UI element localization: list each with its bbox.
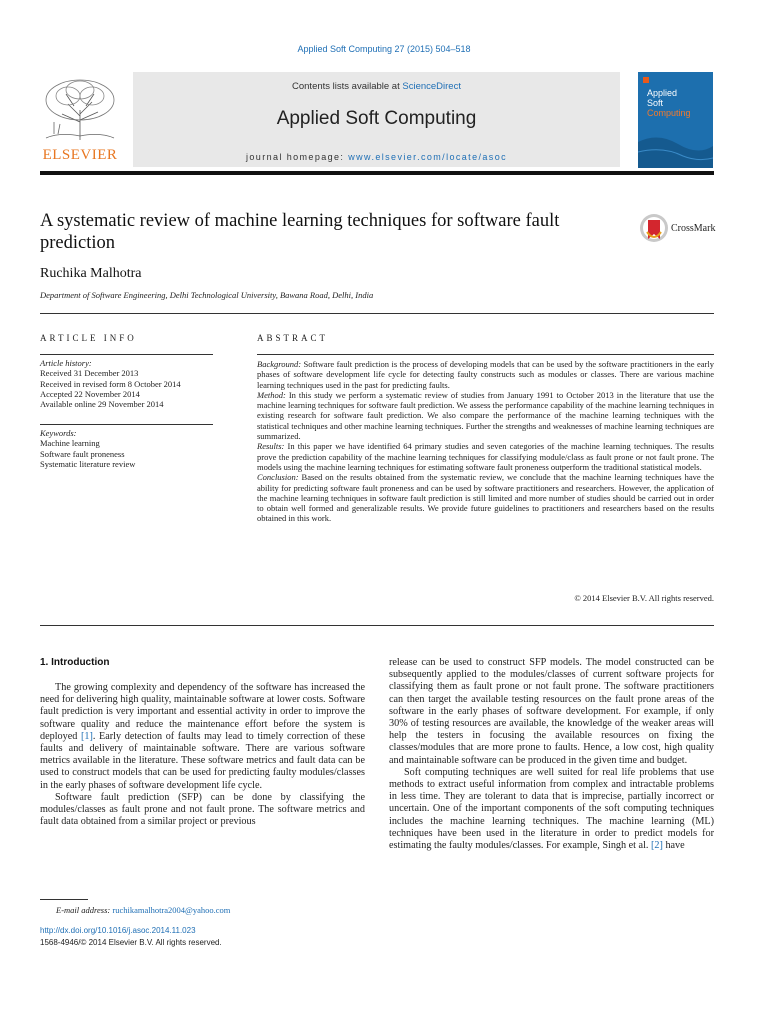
cover-line: Computing <box>647 108 691 118</box>
journal-name: Applied Soft Computing <box>276 108 477 129</box>
history-label: Article history: <box>40 358 92 368</box>
article-info-divider <box>40 354 213 355</box>
section-divider <box>40 313 714 314</box>
homepage-prefix: journal homepage: <box>245 152 349 162</box>
paragraph-text: . Early detection of faults may lead to timely correction of these faults and delivery of maintainable software. There are various software metrics available in the literature. These software metrics and fault data can be used to construct models that can be used for predicting faulty modules/classes in the early phases of software development life cycle. <box>40 730 366 791</box>
history-item: Available online 29 November 2014 <box>40 399 164 410</box>
paragraph <box>389 767 714 852</box>
right-column <box>389 657 714 852</box>
email-link[interactable]: ruchikamalhotra2004@yahoo.com <box>112 905 231 915</box>
journal-banner <box>133 72 620 167</box>
cover-texture-icon <box>638 72 713 168</box>
cover-line: Soft <box>647 98 664 108</box>
tree-icon <box>40 76 120 142</box>
abstract-body <box>257 359 714 524</box>
crossmark-icon <box>639 212 669 244</box>
abstract-method-label: Method: <box>257 389 286 400</box>
contents-prefix: Contents lists available at <box>292 81 403 92</box>
homepage-line <box>133 152 620 162</box>
abstract-heading: ABSTRACT <box>257 333 329 343</box>
footnote-divider <box>40 899 88 900</box>
paragraph <box>40 682 365 792</box>
sciencedirect-link[interactable]: ScienceDirect <box>402 81 461 92</box>
issn-line: 1568-4946/© 2014 Elsevier B.V. All rights reserved. <box>40 938 222 947</box>
keywords-block <box>40 428 215 469</box>
history-item: Accepted 22 November 2014 <box>40 388 140 399</box>
homepage-link[interactable]: www.elsevier.com/locate/asoc <box>348 152 507 162</box>
header-divider <box>40 171 714 175</box>
citation-link[interactable]: [2] <box>651 840 663 852</box>
keywords-label: Keywords: <box>40 428 77 438</box>
article-title: A systematic review of machine learning techniques for software fault prediction <box>40 211 560 253</box>
cover-title <box>647 88 691 118</box>
left-column <box>40 682 365 828</box>
keyword-item: Systematic literature review <box>40 458 136 469</box>
body-divider <box>40 625 714 626</box>
paragraph: Software fault prediction (SFP) can be done by classifying the modules/classes as fault prone and not fault prone. The software metrics and fault data obtained from a similar project or previous <box>40 791 365 828</box>
crossmark-label: CrossMark <box>671 223 716 234</box>
abstract-divider <box>257 354 714 355</box>
elsevier-logo[interactable] <box>40 76 120 164</box>
abstract-conclusion: Based on the results obtained from the systematic review, we conclude that the machine learning techniques have the ability for predicting software fault proneness and can be used by software practitioners and researchers. However, the application of the machine learning techniques in software fault prediction is still limited and more number of studies should be carried out in order to obtain well formed and generalizable results. We provide future guidelines to practitioners and researchers based on the results obtained in this work. <box>257 472 714 524</box>
section-heading-introduction: 1. Introduction <box>40 657 110 668</box>
masthead <box>40 72 713 167</box>
cover-line: Applied <box>647 88 678 98</box>
paragraph: release can be used to construct SFP models. The model constructed can be subsequently applied to the modules/classes of current software projects for classifying them as fault prone or not fault prone. The software practitioners can then target the available testing resources on the fault prone areas of the software in the early phases of software development. For example, if only 30% of testing resources are available, the knowledge of the weaker areas will help the testers in focusing the available resources on fixing the classes/modules that are more prone to faults. Hence, a low cost, high quality and maintainable software can be produced in the given time and budget. <box>389 657 714 766</box>
author-affiliation: Department of Software Engineering, Delhi Technological University, Bawana Road, Delhi, India <box>40 290 374 300</box>
crossmark-badge[interactable] <box>639 212 719 244</box>
keywords-divider <box>40 424 213 425</box>
abstract-results: In this paper we have identified 64 primary studies and seven categories of the machine learning techniques. The results prove the prediction capability of the machine learning techniques for classifying module/class as fault prone or not fault prone. The models using the machine learning techniques for estimating software fault proneness outperform the traditional statistical models. <box>257 441 714 472</box>
history-item: Received 31 December 2013 <box>40 368 139 379</box>
paragraph-text: Soft computing techniques are well suited for real life problems that use methods to extract useful information from complex and intractable problems in less time. They are tolerant to data that is imprecise, partially incorrect or uncertain. One of the important components of the soft computing techniques includes the machine learning techniques. The machine learning (ML) techniques have been used in the literature in order to predict models for estimating the faulty modules/classes. For example, Singh et al. <box>389 766 714 852</box>
keyword-item: Machine learning <box>40 438 100 449</box>
abstract-method: In this study we perform a systematic review of studies from January 1991 to October 2013 in the literature that use the machine learning techniques for software fault prediction. We assess the performance capability of the machine learning techniques in existing research for software fault prediction. We also compare the performance of the machine learning techniques with the statistical techniques and other machine learning techniques. Further the strengths and weaknesses of machine learning techniques are summarized. <box>257 389 714 442</box>
abstract-results-label: Results: <box>257 441 285 452</box>
history-item: Received in revised form 8 October 2014 <box>40 378 181 389</box>
article-history <box>40 358 215 409</box>
abstract-background: Software fault prediction is the process of developing models that can be used by the software practitioners in the early phases of software development life cycle for detecting faulty constructs such as modules or classes. There are various machine learning techniques used in the past for predicting faults. <box>257 359 714 390</box>
journal-citation[interactable]: Applied Soft Computing 27 (2015) 504–518 <box>297 44 471 54</box>
article-info-heading: ARTICLE INFO <box>40 333 137 343</box>
abstract-background-label: Background: <box>257 359 302 369</box>
footnote-email <box>56 905 230 915</box>
journal-cover[interactable] <box>638 72 713 168</box>
contents-line <box>133 81 620 92</box>
publisher-logo-text: ELSEVIER <box>42 147 118 163</box>
paragraph-text: The growing complexity and dependency of the software has increased the need for delivering high quality, maintainable software at lower costs. Software fault prediction is very important and essential activity in order to improve the software quality and reduce the maintenance effort before the system is deployed <box>40 682 365 742</box>
email-label: E-mail address: <box>56 905 111 915</box>
paragraph-text: have <box>662 840 685 852</box>
keyword-item: Software fault proneness <box>40 448 125 459</box>
citation-link[interactable]: [1] <box>80 730 93 742</box>
doi-link[interactable]: http://dx.doi.org/10.1016/j.asoc.2014.11.023 <box>40 926 196 935</box>
abstract-conclusion-label: Conclusion: <box>257 472 299 483</box>
abstract-copyright: © 2014 Elsevier B.V. All rights reserved. <box>574 593 714 603</box>
author-name[interactable]: Ruchika Malhotra <box>40 266 142 281</box>
